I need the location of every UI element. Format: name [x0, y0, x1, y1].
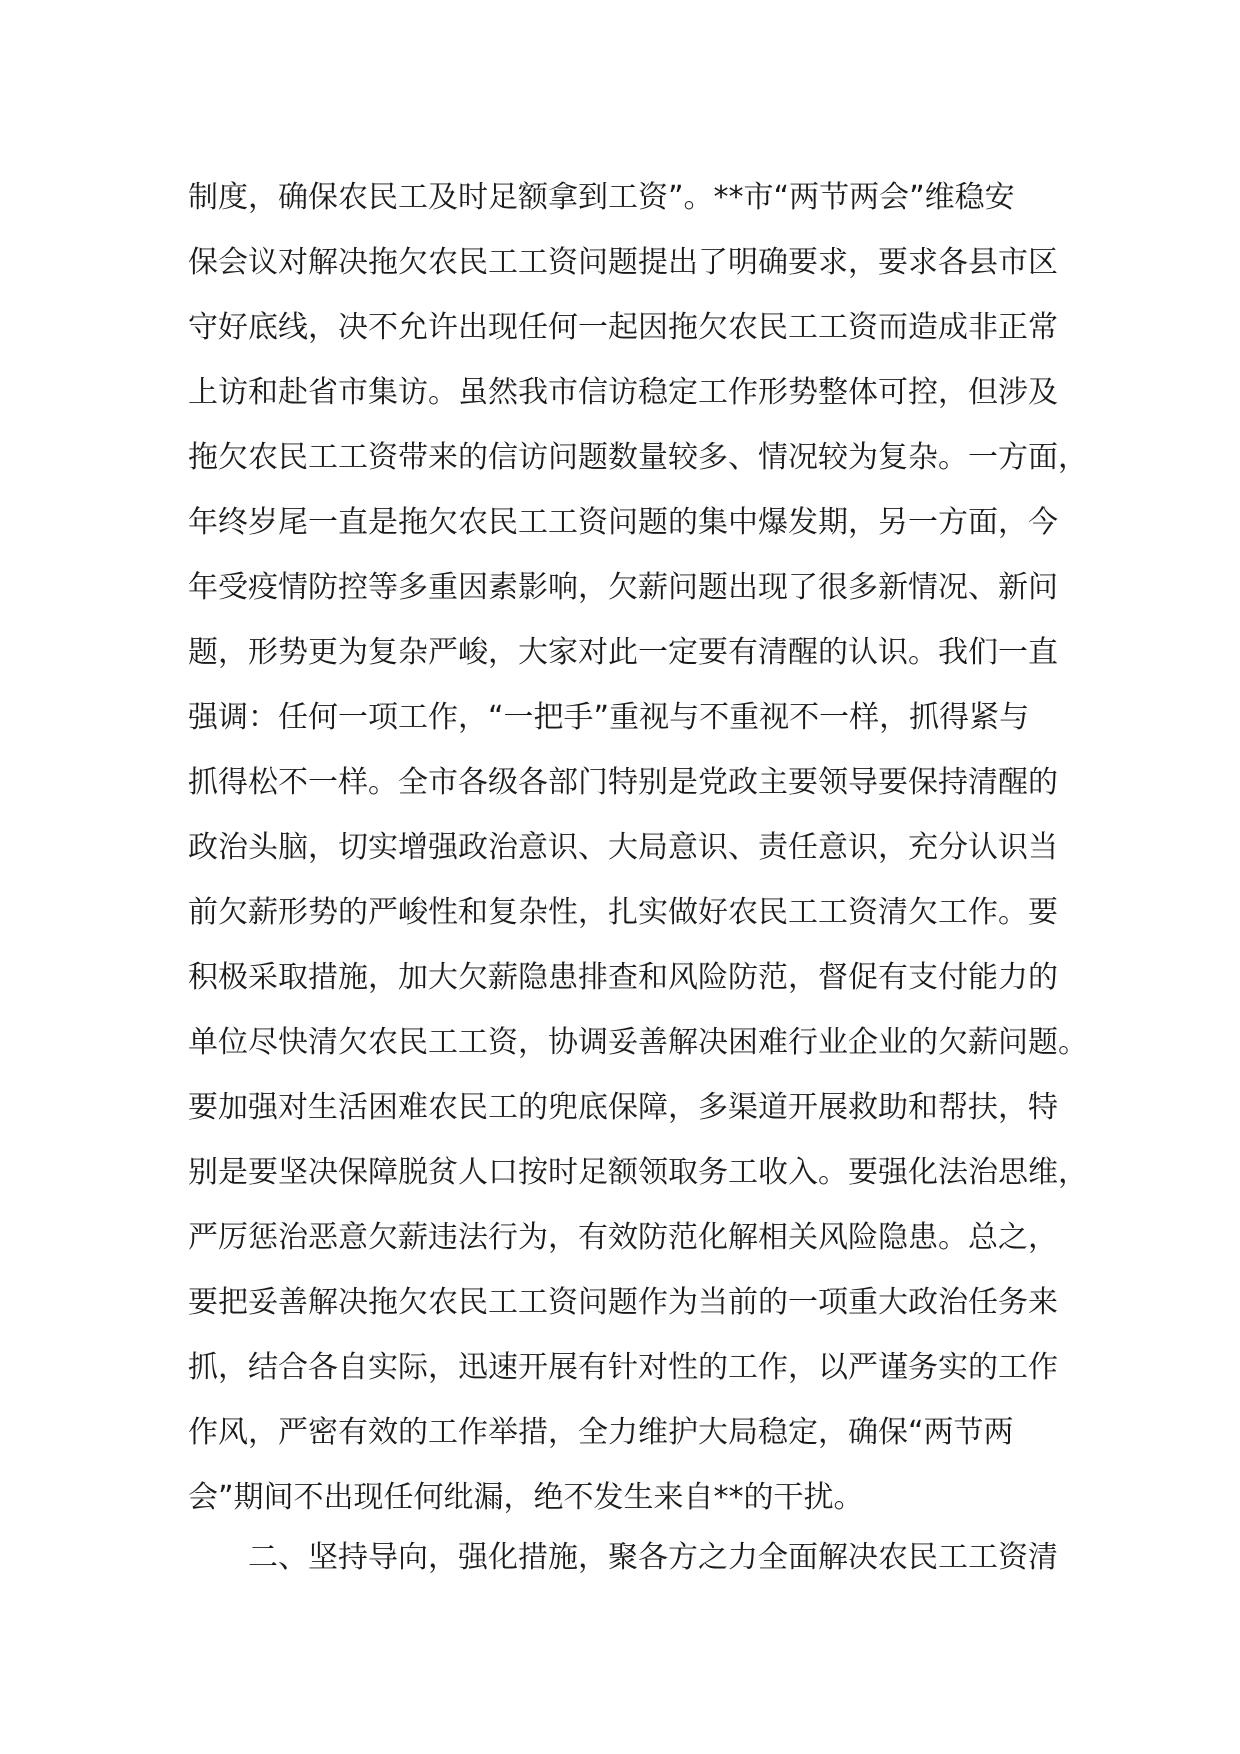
paragraph-line: 别是要坚决保障脱贫人口按时足额领取务工收入。要强化法治思维， — [188, 1155, 1088, 1190]
section-block — [188, 1525, 1088, 1590]
paragraph-line: 政治头脑，切实增强政治意识、大局意识、责任意识，充分认识当 — [188, 830, 1058, 865]
paragraph-line: 拖欠农民工工资带来的信访问题数量较多、情况较为复杂。一方面， — [188, 440, 1088, 475]
paragraph-line: 抓，结合各自实际，迅速开展有针对性的工作，以严谨务实的工作 — [188, 1350, 1058, 1385]
paragraph-line: 前欠薪形势的严峻性和复杂性，扎实做好农民工工资清欠工作。要 — [188, 895, 1058, 930]
section-heading: 二、坚持导向，强化措施，聚各方之力全面解决农民工工资清 — [248, 1540, 1058, 1575]
paragraph-line: 抓得松不一样。全市各级各部门特别是党政主要领导要保持清醒的 — [188, 765, 1058, 800]
paragraph-line: 年受疫情防控等多重因素影响，欠薪问题出现了很多新情况、新问 — [188, 570, 1058, 605]
paragraph-line: 积极采取措施，加大欠薪隐患排查和风险防范，督促有支付能力的 — [188, 960, 1058, 995]
paragraph-line: 题，形势更为复杂严峻，大家对此一定要有清醒的认识。我们一直 — [188, 635, 1058, 670]
paragraph-line: 年终岁尾一直是拖欠农民工工资问题的集中爆发期，另一方面，今 — [188, 505, 1058, 540]
paragraph-line: 单位尽快清欠农民工工资，协调妥善解决困难行业企业的欠薪问题。 — [188, 1025, 1088, 1060]
paragraph-line: 作风，严密有效的工作举措，全力维护大局稳定，确保“两节两 — [188, 1415, 1014, 1450]
paragraph-line: 严厉惩治恶意欠薪违法行为，有效防范化解相关风险隐患。总之， — [188, 1220, 1058, 1255]
body-paragraph — [188, 165, 1088, 1530]
paragraph-line: 制度，确保农民工及时足额拿到工资”。**市“两节两会”维稳安 — [188, 180, 1015, 215]
paragraph-line: 会”期间不出现任何纰漏，绝不发生来自**的干扰。 — [188, 1480, 864, 1515]
paragraph-line: 要把妥善解决拖欠农民工工资问题作为当前的一项重大政治任务来 — [188, 1285, 1058, 1320]
paragraph-line: 上访和赴省市集访。虽然我市信访稳定工作形势整体可控，但涉及 — [188, 375, 1058, 410]
paragraph-line: 强调：任何一项工作，“一把手”重视与不重视不一样，抓得紧与 — [188, 700, 1030, 735]
paragraph-line: 保会议对解决拖欠农民工工资问题提出了明确要求，要求各县市区 — [188, 245, 1058, 280]
paragraph-line: 守好底线，决不允许出现任何一起因拖欠农民工工资而造成非正常 — [188, 310, 1058, 345]
paragraph-line: 要加强对生活困难农民工的兜底保障，多渠道开展救助和帮扶，特 — [188, 1090, 1058, 1125]
